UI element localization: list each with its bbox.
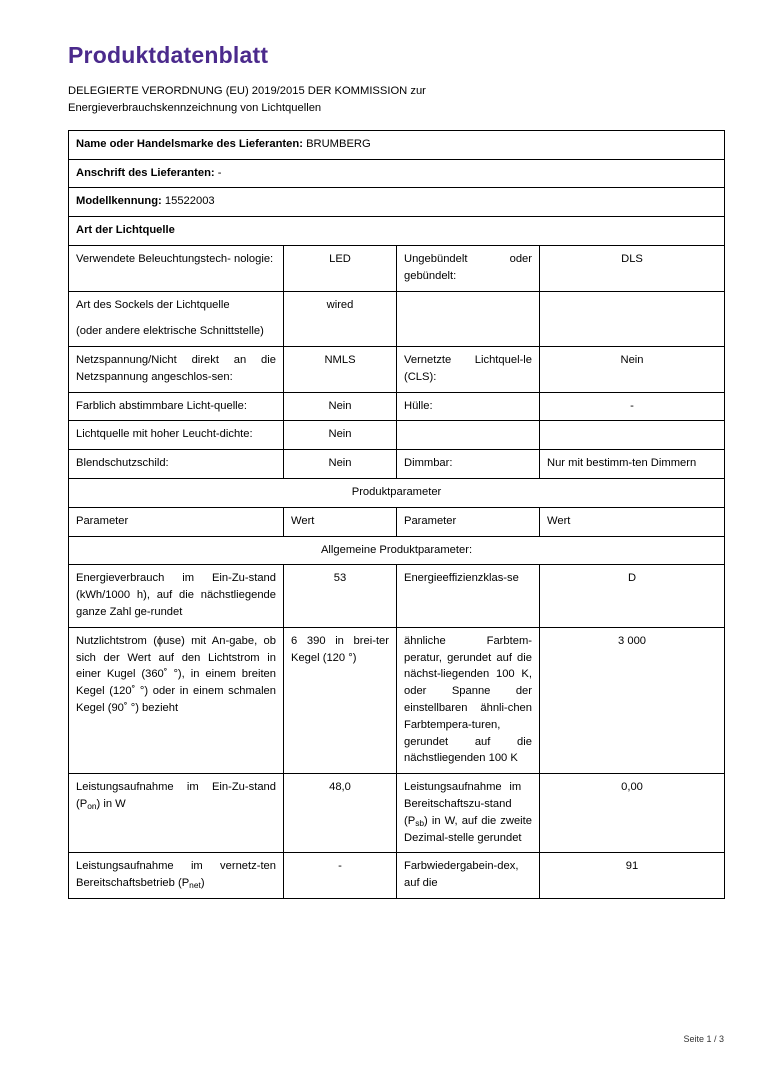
high-luminance-label: Lichtquelle mit hoher Leucht-dichte:: [69, 421, 284, 450]
table-row: [69, 291, 725, 347]
socket-type-label-main: Art des Sockels der Lichtquelle: [76, 298, 230, 311]
colour-rendering-index-label: Farbwiedergabein-dex, auf die: [397, 853, 540, 899]
lighting-technology-label: Verwendete Beleuchtungstech- nologie:: [69, 245, 284, 291]
connected-light-source-value: Nein: [540, 347, 725, 393]
datasheet-table: [68, 130, 725, 899]
supplier-address-value: -: [217, 166, 222, 179]
connected-light-source-label: Vernetzte Lichtquel-le (CLS):: [397, 347, 540, 393]
general-parameters-title: Allgemeine Produktparameter:: [69, 536, 725, 565]
energy-consumption-value: 53: [284, 565, 397, 627]
page-title: Produktdatenblatt: [68, 42, 269, 68]
power-on-mode-value: 48,0: [284, 774, 397, 853]
dimmable-label: Dimmbar:: [397, 450, 540, 479]
energy-class-value: D: [540, 565, 725, 627]
column-header-parameter-2: Parameter: [397, 507, 540, 536]
light-source-section-title: Art der Lichtquelle: [69, 217, 725, 246]
power-standby-label: Leistungsaufnahme im Bereitschaftszu-stand $(P_{sb})$ in W, auf die zweite Dezimal-stelle gerundet: [397, 774, 540, 853]
socket-type-label-extra: (oder andere elektrische Schnittstelle): [76, 325, 264, 338]
table-row: [69, 159, 725, 188]
useful-luminous-flux-label: Nutzlichtstrom (ɸuse) mit An-gabe, ob sich der Wert auf den Lichtstrom in einer Kugel (360˚ °), in einem breiten Kegel (120˚ °) oder in einem schmalen Kegel (90˚ °) bezieht: [69, 627, 284, 773]
socket-row-empty-label: [397, 291, 540, 347]
power-on-mode-label: Leistungsaufnahme im Ein-Zu-stand $(P_{on})$ in W: [69, 774, 284, 853]
dimmable-value: Nur mit bestimm-ten Dimmern: [540, 450, 725, 479]
product-parameters-title: Produktparameter: [69, 479, 725, 508]
correlated-colour-temperature-label: ähnliche Farbtem-peratur, gerundet auf die nächst-liegenden 100 K, oder Spanne der einstellbaren ähnli-chen Farbtempera-turen, gerundet auf die nächstliegenden 100 K: [397, 627, 540, 773]
column-header-parameter-1: Parameter: [69, 507, 284, 536]
regulation-intro-line2: Energieverbrauchskennzeichnung von Lichtquellen: [68, 102, 322, 115]
page-footer: Seite 1 / 3: [683, 1034, 724, 1044]
anti-glare-shield-value: Nein: [284, 450, 397, 479]
table-row: [69, 536, 725, 565]
anti-glare-shield-label: Blendschutzschild:: [69, 450, 284, 479]
supplier-address-cell: [69, 159, 725, 188]
table-row: [69, 853, 725, 899]
table-row: [69, 392, 725, 421]
energy-class-label: Energieeffizienzklas-se: [397, 565, 540, 627]
colour-rendering-index-value: 91: [540, 853, 725, 899]
useful-luminous-flux-value: 6 390 in brei-ter Kegel (120 °): [284, 627, 397, 773]
model-id-cell: [69, 188, 725, 217]
mains-voltage-value: NMLS: [284, 347, 397, 393]
table-row: [69, 421, 725, 450]
supplier-name-label: Name oder Handelsmarke des Lieferanten:: [76, 137, 303, 150]
table-row: [69, 627, 725, 773]
table-row: [69, 188, 725, 217]
colour-tunable-label: Farblich abstimmbare Licht-quelle:: [69, 392, 284, 421]
socket-type-value: wired: [284, 291, 397, 347]
envelope-value: -: [540, 392, 725, 421]
high-luminance-empty-value: [540, 421, 725, 450]
regulation-intro-line1: DELEGIERTE VERORDNUNG (EU) 2019/2015 DER KOMMISSION zur: [68, 85, 426, 97]
colour-tunable-value: Nein: [284, 392, 397, 421]
high-luminance-value: Nein: [284, 421, 397, 450]
table-row: [69, 450, 725, 479]
supplier-address-label: Anschrift des Lieferanten:: [76, 166, 215, 179]
table-row: [69, 130, 725, 159]
correlated-colour-temperature-value: 3 000: [540, 627, 725, 773]
model-id-label: Modellkennung:: [76, 195, 162, 208]
table-row: [69, 245, 725, 291]
table-row: [69, 479, 725, 508]
power-networked-standby-label: Leistungsaufnahme im vernetz-ten Bereitschaftsbetrieb $(P_{net})$: [69, 853, 284, 899]
mains-voltage-label: Netzspannung/Nicht direkt an die Netzspannung angeschlos-sen:: [69, 347, 284, 393]
column-header-value-1: Wert: [284, 507, 397, 536]
socket-row-empty-value: [540, 291, 725, 347]
beam-type-label: Ungebündelt oder gebündelt:: [397, 245, 540, 291]
supplier-name-value: BRUMBERG: [306, 137, 371, 150]
power-networked-standby-value: -: [284, 853, 397, 899]
regulation-intro: [68, 83, 724, 118]
power-standby-value: 0,00: [540, 774, 725, 853]
table-row: [69, 347, 725, 393]
high-luminance-empty-label: [397, 421, 540, 450]
beam-type-value: DLS: [540, 245, 725, 291]
table-header-row: [69, 507, 725, 536]
table-row: [69, 217, 725, 246]
energy-consumption-label: Energieverbrauch im Ein-Zu-stand (kWh/1000 h), auf die nächstliegende ganze Zahl ge-rundet: [69, 565, 284, 627]
envelope-label: Hülle:: [397, 392, 540, 421]
lighting-technology-value: LED: [284, 245, 397, 291]
column-header-value-2: Wert: [540, 507, 725, 536]
model-id-value: 15522003: [164, 195, 215, 208]
table-row: [69, 565, 725, 627]
socket-type-label: [69, 291, 284, 347]
supplier-name-cell: [69, 130, 725, 159]
table-row: [69, 774, 725, 853]
